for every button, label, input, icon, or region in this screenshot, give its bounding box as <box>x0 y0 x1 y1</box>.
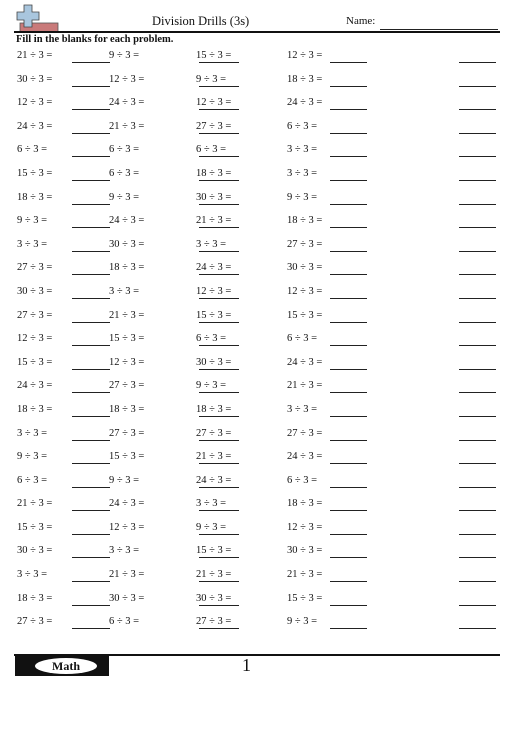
answer-blank[interactable] <box>330 62 367 63</box>
answer-blank[interactable] <box>72 62 110 63</box>
problem-text: 3 ÷ 3 = <box>17 569 48 581</box>
problem-text: 12 ÷ 3 = <box>196 97 232 109</box>
problem-text: 18 ÷ 3 = <box>109 262 145 274</box>
answer-blank[interactable] <box>459 180 496 181</box>
answer-blank[interactable] <box>72 133 110 134</box>
problem-text: 6 ÷ 3 = <box>109 616 140 628</box>
answer-blank[interactable] <box>330 369 367 370</box>
problem-text: 9 ÷ 3 = <box>17 215 48 227</box>
problem-text: 15 ÷ 3 = <box>196 50 232 61</box>
page-number: 1 <box>242 655 251 675</box>
problem-text: 15 ÷ 3 = <box>109 451 145 463</box>
problem-row <box>0 236 530 260</box>
problem-text: 9 ÷ 3 = <box>17 451 48 463</box>
problem-row <box>0 542 530 566</box>
problem-row <box>0 590 530 614</box>
answer-blank[interactable] <box>330 251 367 252</box>
problem-text: 21 ÷ 3 = <box>109 120 145 132</box>
problem-text: 3 ÷ 3 = <box>287 144 318 156</box>
problem-text: 24 ÷ 3 = <box>17 120 53 132</box>
answer-blank[interactable] <box>330 274 367 275</box>
answer-blank[interactable] <box>330 227 367 228</box>
problem-text: 6 ÷ 3 = <box>287 120 318 132</box>
answer-blank[interactable] <box>199 628 239 629</box>
problem-text: 24 ÷ 3 = <box>287 356 323 368</box>
answer-blank[interactable] <box>199 274 239 275</box>
problem-text: 6 ÷ 3 = <box>287 333 318 345</box>
problem-text: 12 ÷ 3 = <box>287 521 323 533</box>
problem-row <box>0 425 530 449</box>
problem-text: 9 ÷ 3 = <box>109 191 140 203</box>
problem-row <box>0 189 530 213</box>
problem-text: 30 ÷ 3 = <box>196 356 232 368</box>
answer-blank[interactable] <box>72 86 110 87</box>
subject-label: Math <box>35 658 97 674</box>
problem-text: 3 ÷ 3 = <box>17 427 48 439</box>
problem-text: 12 ÷ 3 = <box>109 73 145 85</box>
answer-blank[interactable] <box>199 156 239 157</box>
problem-text: 3 ÷ 3 = <box>287 403 318 415</box>
answer-blank[interactable] <box>459 510 496 511</box>
problem-text: 3 ÷ 3 = <box>196 238 227 250</box>
answer-blank[interactable] <box>459 392 496 393</box>
answer-blank[interactable] <box>199 298 239 299</box>
problem-text: 18 ÷ 3 = <box>196 167 232 179</box>
problem-text: 18 ÷ 3 = <box>17 191 53 203</box>
problem-text: 27 ÷ 3 = <box>287 427 323 439</box>
answer-blank[interactable] <box>199 204 239 205</box>
answer-blank[interactable] <box>330 298 367 299</box>
problem-text: 27 ÷ 3 = <box>196 120 232 132</box>
problem-text: 6 ÷ 3 = <box>196 144 227 156</box>
answer-blank[interactable] <box>72 510 110 511</box>
answer-blank[interactable] <box>72 109 110 110</box>
problem-text: 30 ÷ 3 = <box>17 545 53 557</box>
answer-blank[interactable] <box>459 133 496 134</box>
problem-text: 27 ÷ 3 = <box>109 427 145 439</box>
worksheet-title: Division Drills (3s) <box>152 14 250 28</box>
problem-grid <box>0 47 530 637</box>
answer-blank[interactable] <box>199 463 239 464</box>
answer-blank[interactable] <box>459 463 496 464</box>
answer-blank[interactable] <box>459 86 496 87</box>
problem-text: 24 ÷ 3 = <box>109 498 145 510</box>
answer-blank[interactable] <box>459 322 496 323</box>
answer-blank[interactable] <box>199 605 239 606</box>
problem-text: 3 ÷ 3 = <box>109 285 140 297</box>
problem-text: 9 ÷ 3 = <box>196 380 227 392</box>
answer-blank[interactable] <box>72 156 110 157</box>
problem-text: 6 ÷ 3 = <box>196 333 227 345</box>
answer-blank[interactable] <box>330 416 367 417</box>
problem-row <box>0 566 530 590</box>
subject-badge <box>15 656 109 676</box>
instructions-text: Fill in the blanks for each problem. <box>16 34 174 45</box>
answer-blank[interactable] <box>72 274 110 275</box>
problem-row <box>0 71 530 95</box>
answer-blank[interactable] <box>459 534 496 535</box>
problem-text: 12 ÷ 3 = <box>287 285 323 297</box>
problem-text: 27 ÷ 3 = <box>17 616 53 628</box>
problem-text: 9 ÷ 3 = <box>196 521 227 533</box>
answer-blank[interactable] <box>72 463 110 464</box>
problem-text: 3 ÷ 3 = <box>287 167 318 179</box>
answer-blank[interactable] <box>199 416 239 417</box>
answer-blank[interactable] <box>199 440 239 441</box>
answer-blank[interactable] <box>459 581 496 582</box>
problem-text: 9 ÷ 3 = <box>196 73 227 85</box>
plus-cross-logo-icon <box>14 4 60 34</box>
answer-blank[interactable] <box>72 605 110 606</box>
answer-blank[interactable] <box>459 204 496 205</box>
problem-text: 27 ÷ 3 = <box>287 238 323 250</box>
problem-text: 21 ÷ 3 = <box>17 50 53 61</box>
problem-row <box>0 118 530 142</box>
answer-blank[interactable] <box>72 298 110 299</box>
answer-blank[interactable] <box>459 274 496 275</box>
answer-blank[interactable] <box>72 440 110 441</box>
problem-row <box>0 495 530 519</box>
problem-row <box>0 47 530 71</box>
problem-text: 18 ÷ 3 = <box>17 592 53 604</box>
problem-row <box>0 259 530 283</box>
problem-row <box>0 519 530 543</box>
problem-text: 18 ÷ 3 = <box>287 73 323 85</box>
answer-blank[interactable] <box>330 86 367 87</box>
problem-text: 21 ÷ 3 = <box>196 569 232 581</box>
problem-text: 6 ÷ 3 = <box>109 167 140 179</box>
problem-text: 27 ÷ 3 = <box>196 427 232 439</box>
answer-blank[interactable] <box>199 62 239 63</box>
answer-blank[interactable] <box>459 605 496 606</box>
answer-blank[interactable] <box>330 322 367 323</box>
problem-text: 21 ÷ 3 = <box>17 498 53 510</box>
name-label: Name: <box>346 15 376 27</box>
answer-blank[interactable] <box>72 416 110 417</box>
answer-blank[interactable] <box>72 251 110 252</box>
problem-text: 15 ÷ 3 = <box>196 545 232 557</box>
problem-row <box>0 141 530 165</box>
header-divider <box>14 31 500 33</box>
answer-blank[interactable] <box>199 557 239 558</box>
answer-blank[interactable] <box>459 109 496 110</box>
problem-text: 9 ÷ 3 = <box>109 50 140 61</box>
problem-row <box>0 283 530 307</box>
problem-row <box>0 330 530 354</box>
answer-blank[interactable] <box>199 487 239 488</box>
answer-blank[interactable] <box>330 204 367 205</box>
answer-blank[interactable] <box>199 180 239 181</box>
problem-text: 15 ÷ 3 = <box>109 333 145 345</box>
answer-blank[interactable] <box>72 581 110 582</box>
problem-text: 30 ÷ 3 = <box>287 545 323 557</box>
answer-blank[interactable] <box>199 369 239 370</box>
problem-text: 30 ÷ 3 = <box>196 592 232 604</box>
answer-blank[interactable] <box>459 440 496 441</box>
answer-blank[interactable] <box>72 628 110 629</box>
answer-blank[interactable] <box>199 322 239 323</box>
answer-blank[interactable] <box>330 605 367 606</box>
answer-blank[interactable] <box>330 557 367 558</box>
problem-text: 6 ÷ 3 = <box>287 474 318 486</box>
problem-text: 3 ÷ 3 = <box>196 498 227 510</box>
answer-blank[interactable] <box>199 510 239 511</box>
problem-text: 24 ÷ 3 = <box>17 380 53 392</box>
answer-blank[interactable] <box>330 345 367 346</box>
problem-row <box>0 472 530 496</box>
answer-blank[interactable] <box>330 109 367 110</box>
problem-text: 21 ÷ 3 = <box>196 215 232 227</box>
problem-text: 30 ÷ 3 = <box>109 592 145 604</box>
problem-text: 18 ÷ 3 = <box>287 498 323 510</box>
answer-blank[interactable] <box>199 581 239 582</box>
answer-blank[interactable] <box>72 487 110 488</box>
answer-blank[interactable] <box>459 557 496 558</box>
problem-text: 12 ÷ 3 = <box>109 521 145 533</box>
problem-text: 3 ÷ 3 = <box>109 545 140 557</box>
problem-text: 15 ÷ 3 = <box>196 309 232 321</box>
answer-blank[interactable] <box>330 581 367 582</box>
answer-blank[interactable] <box>72 345 110 346</box>
answer-blank[interactable] <box>199 133 239 134</box>
answer-blank[interactable] <box>199 534 239 535</box>
answer-blank[interactable] <box>72 204 110 205</box>
problem-row <box>0 448 530 472</box>
problem-text: 18 ÷ 3 = <box>196 403 232 415</box>
problem-text: 27 ÷ 3 = <box>17 309 53 321</box>
problem-text: 21 ÷ 3 = <box>287 380 323 392</box>
problem-text: 27 ÷ 3 = <box>17 262 53 274</box>
problem-row <box>0 94 530 118</box>
problem-text: 24 ÷ 3 = <box>196 474 232 486</box>
problem-text: 12 ÷ 3 = <box>196 285 232 297</box>
problem-text: 30 ÷ 3 = <box>109 238 145 250</box>
problem-text: 21 ÷ 3 = <box>196 451 232 463</box>
answer-blank[interactable] <box>459 298 496 299</box>
problem-text: 12 ÷ 3 = <box>109 356 145 368</box>
problem-text: 18 ÷ 3 = <box>109 403 145 415</box>
answer-blank[interactable] <box>459 156 496 157</box>
answer-blank[interactable] <box>459 345 496 346</box>
problem-text: 9 ÷ 3 = <box>287 191 318 203</box>
answer-blank[interactable] <box>72 557 110 558</box>
problem-text: 24 ÷ 3 = <box>196 262 232 274</box>
problem-row <box>0 307 530 331</box>
problem-text: 9 ÷ 3 = <box>287 616 318 628</box>
problem-text: 3 ÷ 3 = <box>17 238 48 250</box>
problem-row <box>0 377 530 401</box>
problem-text: 21 ÷ 3 = <box>287 569 323 581</box>
answer-blank[interactable] <box>459 62 496 63</box>
answer-blank[interactable] <box>330 392 367 393</box>
answer-blank[interactable] <box>330 440 367 441</box>
problem-text: 6 ÷ 3 = <box>109 144 140 156</box>
problem-text: 15 ÷ 3 = <box>287 592 323 604</box>
answer-blank[interactable] <box>459 628 496 629</box>
answer-blank[interactable] <box>330 463 367 464</box>
answer-blank[interactable] <box>199 86 239 87</box>
problem-text: 15 ÷ 3 = <box>287 309 323 321</box>
problem-row <box>0 613 530 637</box>
problem-text: 15 ÷ 3 = <box>17 521 53 533</box>
answer-blank[interactable] <box>199 392 239 393</box>
answer-blank[interactable] <box>459 251 496 252</box>
answer-blank[interactable] <box>330 487 367 488</box>
problem-text: 24 ÷ 3 = <box>109 215 145 227</box>
answer-blank[interactable] <box>330 180 367 181</box>
problem-text: 27 ÷ 3 = <box>109 380 145 392</box>
answer-blank[interactable] <box>459 487 496 488</box>
answer-blank[interactable] <box>72 227 110 228</box>
problem-text: 12 ÷ 3 = <box>287 50 323 61</box>
answer-blank[interactable] <box>330 510 367 511</box>
answer-blank[interactable] <box>72 392 110 393</box>
answer-blank[interactable] <box>330 133 367 134</box>
answer-blank[interactable] <box>199 109 239 110</box>
answer-blank[interactable] <box>199 227 239 228</box>
answer-blank[interactable] <box>199 345 239 346</box>
answer-blank[interactable] <box>199 251 239 252</box>
problem-text: 6 ÷ 3 = <box>17 144 48 156</box>
problem-text: 18 ÷ 3 = <box>287 215 323 227</box>
problem-text: 27 ÷ 3 = <box>196 616 232 628</box>
answer-blank[interactable] <box>72 180 110 181</box>
problem-text: 9 ÷ 3 = <box>109 474 140 486</box>
name-blank-line[interactable] <box>380 29 498 30</box>
problem-text: 15 ÷ 3 = <box>17 356 53 368</box>
problem-row <box>0 354 530 378</box>
answer-blank[interactable] <box>459 369 496 370</box>
problem-text: 15 ÷ 3 = <box>17 167 53 179</box>
problem-text: 12 ÷ 3 = <box>17 333 53 345</box>
problem-row <box>0 165 530 189</box>
problem-text: 18 ÷ 3 = <box>17 403 53 415</box>
problem-text: 12 ÷ 3 = <box>17 97 53 109</box>
problem-text: 24 ÷ 3 = <box>287 451 323 463</box>
answer-blank[interactable] <box>72 369 110 370</box>
problem-text: 24 ÷ 3 = <box>287 97 323 109</box>
problem-text: 30 ÷ 3 = <box>17 73 53 85</box>
problem-text: 30 ÷ 3 = <box>17 285 53 297</box>
problem-text: 24 ÷ 3 = <box>109 97 145 109</box>
problem-text: 6 ÷ 3 = <box>17 474 48 486</box>
answer-blank[interactable] <box>330 534 367 535</box>
problem-text: 30 ÷ 3 = <box>196 191 232 203</box>
answer-blank[interactable] <box>330 156 367 157</box>
problem-row <box>0 401 530 425</box>
problem-row <box>0 212 530 236</box>
problem-text: 21 ÷ 3 = <box>109 309 145 321</box>
answer-blank[interactable] <box>72 322 110 323</box>
answer-blank[interactable] <box>459 416 496 417</box>
answer-blank[interactable] <box>72 534 110 535</box>
answer-blank[interactable] <box>459 227 496 228</box>
answer-blank[interactable] <box>330 628 367 629</box>
problem-text: 21 ÷ 3 = <box>109 569 145 581</box>
problem-text: 30 ÷ 3 = <box>287 262 323 274</box>
